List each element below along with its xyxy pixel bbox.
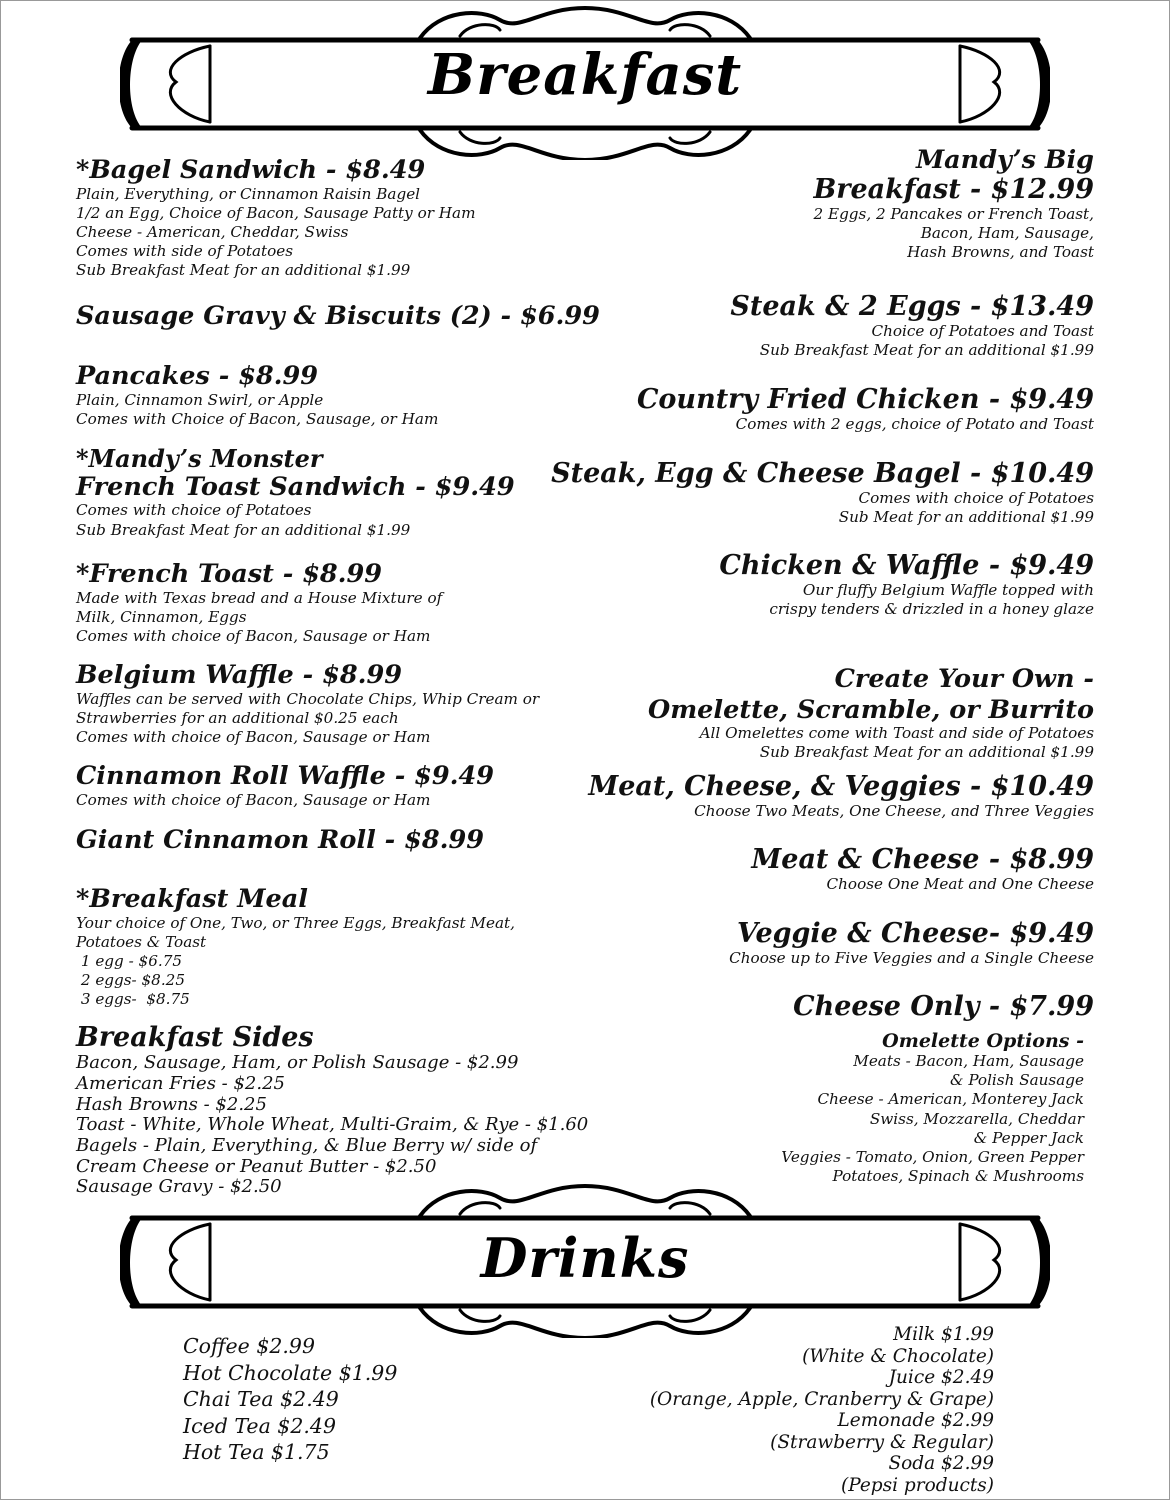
item-desc: 1 egg - $6.75 bbox=[76, 951, 183, 970]
side-line: Sausage Gravy - $2.50 bbox=[76, 1176, 282, 1198]
item-desc: Comes with Choice of Bacon, Sausage, or Ham bbox=[76, 409, 439, 428]
drinks-left-list bbox=[183, 1333, 397, 1466]
omelette-option-line: Swiss, Mozzarella, Cheddar bbox=[869, 1109, 1084, 1128]
drink-item: Iced Tea $2.49 bbox=[183, 1413, 336, 1438]
item-desc: Cheese - American, Cheddar, Swiss bbox=[76, 222, 349, 241]
item-desc: Comes with choice of Potatoes bbox=[76, 501, 312, 520]
item-title-line1: *Mandy’s Monster bbox=[76, 444, 323, 473]
side-line: Bagels - Plain, Everything, & Blue Berry w/ side of bbox=[76, 1135, 538, 1157]
item-desc: 1/2 an Egg, Choice of Bacon, Sausage Patty or Ham bbox=[76, 203, 476, 222]
omelette-options bbox=[781, 1030, 1084, 1186]
item-desc: Bacon, Ham, Sausage, bbox=[920, 223, 1094, 242]
item-desc: Our fluffy Belgium Waffle topped with bbox=[802, 581, 1094, 600]
menu-item-cheese-only bbox=[793, 992, 1094, 1022]
item-title: Veggie & Cheese- $9.49 bbox=[736, 918, 1094, 949]
item-desc: Comes with choice of Potatoes bbox=[858, 489, 1094, 508]
menu-item-mandys-big-breakfast bbox=[813, 146, 1094, 262]
item-desc: Sub Meat for an additional $1.99 bbox=[838, 508, 1094, 527]
item-title: Giant Cinnamon Roll - $8.99 bbox=[76, 825, 484, 855]
side-line: Cream Cheese or Peanut Butter - $2.50 bbox=[76, 1155, 437, 1177]
drink-item: (Strawberry & Regular) bbox=[770, 1431, 994, 1453]
item-title-line1: Create Your Own - bbox=[834, 664, 1094, 694]
item-title: *Bagel Sandwich - $8.49 bbox=[76, 155, 426, 185]
item-desc: Sub Breakfast Meat for an additional $1.99 bbox=[759, 341, 1094, 360]
item-title: Sausage Gravy & Biscuits (2) - $6.99 bbox=[76, 301, 600, 331]
item-desc: Comes with side of Potatoes bbox=[76, 242, 294, 261]
item-desc: Your choice of One, Two, or Three Eggs, Breakfast Meat, bbox=[76, 913, 515, 932]
omelette-option-line: Potatoes, Spinach & Mushrooms bbox=[832, 1167, 1084, 1186]
item-desc: 2 eggs- $8.25 bbox=[76, 971, 185, 990]
menu-item-monster-french-toast bbox=[76, 446, 515, 540]
item-desc: Potatoes & Toast bbox=[76, 932, 207, 951]
omelette-option-line: & Polish Sausage bbox=[949, 1071, 1084, 1090]
menu-item-pancakes bbox=[76, 362, 438, 429]
item-title: *Breakfast Meal bbox=[76, 884, 308, 914]
item-desc: Waffles can be served with Chocolate Chips, Whip Cream or bbox=[76, 689, 540, 708]
item-title: Omelette, Scramble, or Burrito bbox=[647, 694, 1094, 725]
item-title: Cheese Only - $7.99 bbox=[793, 991, 1094, 1022]
item-title: Country Fried Chicken - $9.49 bbox=[636, 384, 1094, 415]
item-desc: 3 eggs- $8.75 bbox=[76, 990, 190, 1009]
item-title: Cinnamon Roll Waffle - $9.49 bbox=[76, 761, 495, 791]
omelette-option-line: Cheese - American, Monterey Jack bbox=[817, 1090, 1084, 1109]
drink-item: Soda $2.99 bbox=[888, 1453, 994, 1474]
menu-item-breakfast-meal bbox=[76, 885, 515, 1010]
item-desc: 2 Eggs, 2 Pancakes or French Toast, bbox=[813, 204, 1094, 223]
menu-item-meat-and-cheese bbox=[751, 845, 1094, 894]
drink-item: Hot Chocolate $1.99 bbox=[183, 1360, 398, 1385]
item-title: Steak & 2 Eggs - $13.49 bbox=[730, 291, 1094, 322]
item-title: Meat & Cheese - $8.99 bbox=[751, 844, 1094, 875]
drink-item: Coffee $2.99 bbox=[183, 1334, 316, 1358]
item-desc: Comes with choice of Bacon, Sausage or Ham bbox=[76, 727, 431, 746]
breakfast-sides bbox=[76, 1023, 588, 1198]
side-line: Hash Browns - $2.25 bbox=[76, 1093, 267, 1115]
drink-item: (White & Chocolate) bbox=[802, 1345, 994, 1367]
drink-item: (Pepsi products) bbox=[840, 1474, 994, 1496]
item-desc: Choose Two Meats, One Cheese, and Three Veggies bbox=[694, 802, 1094, 821]
drinks-title: Drinks bbox=[480, 1226, 690, 1290]
drinks-right-list bbox=[650, 1324, 994, 1496]
omelette-option-line: & Pepper Jack bbox=[973, 1128, 1084, 1147]
item-title: Chicken & Waffle - $9.49 bbox=[719, 550, 1094, 581]
breakfast-banner bbox=[120, 0, 1050, 160]
item-title: Pancakes - $8.99 bbox=[76, 361, 319, 391]
menu-item-belgium-waffle bbox=[76, 661, 539, 747]
omelette-option-line: Veggies - Tomato, Onion, Green Pepper bbox=[781, 1148, 1084, 1167]
sides-title: Breakfast Sides bbox=[76, 1022, 314, 1053]
drink-item: Juice $2.49 bbox=[888, 1367, 994, 1388]
menu-item-cinnamon-roll-waffle bbox=[76, 762, 494, 810]
item-title: French Toast Sandwich - $9.49 bbox=[76, 471, 515, 502]
item-desc: crispy tenders & drizzled in a honey glaze bbox=[769, 600, 1094, 619]
item-title-line1: Mandy’s Big bbox=[915, 145, 1094, 175]
omelette-option-line: Meats - Bacon, Ham, Sausage bbox=[853, 1052, 1084, 1070]
item-title: Breakfast - $12.99 bbox=[813, 173, 1094, 205]
item-desc: Choose up to Five Veggies and a Single Cheese bbox=[729, 949, 1094, 968]
item-desc: All Omelettes come with Toast and side of Potatoes bbox=[699, 724, 1094, 743]
drink-item: Lemonade $2.99 bbox=[837, 1410, 994, 1431]
drinks-banner bbox=[120, 1178, 1050, 1338]
item-desc: Made with Texas bread and a House Mixture of bbox=[76, 588, 443, 607]
breakfast-title: Breakfast bbox=[427, 42, 743, 108]
item-title: Meat, Cheese, & Veggies - $10.49 bbox=[588, 771, 1094, 802]
item-desc: Hash Browns, and Toast bbox=[907, 243, 1094, 262]
item-title: Belgium Waffle - $8.99 bbox=[76, 660, 402, 690]
item-desc: Choose One Meat and One Cheese bbox=[826, 875, 1094, 894]
menu-item-steak-and-eggs bbox=[730, 292, 1094, 361]
menu-item-french-toast bbox=[76, 560, 442, 646]
side-line: Toast - White, Whole Wheat, Multi-Graim, & Rye - $1.60 bbox=[76, 1114, 589, 1136]
item-desc: Plain, Everything, or Cinnamon Raisin Bagel bbox=[76, 184, 421, 203]
drink-item: Chai Tea $2.49 bbox=[183, 1387, 339, 1411]
side-line: Bacon, Sausage, Ham, or Polish Sausage - $2.99 bbox=[76, 1052, 519, 1074]
item-desc: Comes with choice of Bacon, Sausage or Ham bbox=[76, 790, 431, 809]
menu-item-chicken-and-waffle bbox=[719, 551, 1094, 620]
menu-item-sausage-gravy bbox=[76, 302, 600, 331]
menu-item-giant-cinnamon-roll bbox=[76, 826, 484, 855]
item-desc: Plain, Cinnamon Swirl, or Apple bbox=[76, 390, 324, 409]
item-desc: Comes with choice of Bacon, Sausage or Ham bbox=[76, 626, 431, 645]
menu-item-veggie-and-cheese bbox=[729, 919, 1094, 968]
menu-item-create-your-own bbox=[648, 665, 1094, 763]
omelette-options-title: Omelette Options - bbox=[882, 1030, 1084, 1052]
menu-item-steak-egg-cheese-bagel bbox=[551, 459, 1094, 528]
drink-item: (Orange, Apple, Cranberry & Grape) bbox=[649, 1388, 994, 1410]
item-desc: Sub Breakfast Meat for an additional $1.99 bbox=[759, 743, 1094, 762]
menu-item-country-fried-chicken bbox=[637, 385, 1094, 434]
side-line: American Fries - $2.25 bbox=[76, 1072, 286, 1094]
menu-item-bagel-sandwich bbox=[76, 156, 476, 281]
item-desc: Milk, Cinnamon, Eggs bbox=[76, 607, 247, 626]
item-title: *French Toast - $8.99 bbox=[76, 559, 383, 589]
menu-item-meat-cheese-veggies bbox=[588, 772, 1094, 821]
item-desc: Comes with 2 eggs, choice of Potato and Toast bbox=[735, 415, 1094, 434]
drink-item: Milk $1.99 bbox=[893, 1324, 994, 1345]
item-desc: Choice of Potatoes and Toast bbox=[871, 322, 1094, 341]
item-desc: Strawberries for an additional $0.25 each bbox=[76, 708, 399, 727]
drink-item: Hot Tea $1.75 bbox=[183, 1440, 330, 1464]
item-title: Steak, Egg & Cheese Bagel - $10.49 bbox=[551, 458, 1094, 489]
item-desc: Sub Breakfast Meat for an additional $1.99 bbox=[76, 261, 411, 280]
item-desc: Sub Breakfast Meat for an additional $1.99 bbox=[76, 520, 411, 539]
